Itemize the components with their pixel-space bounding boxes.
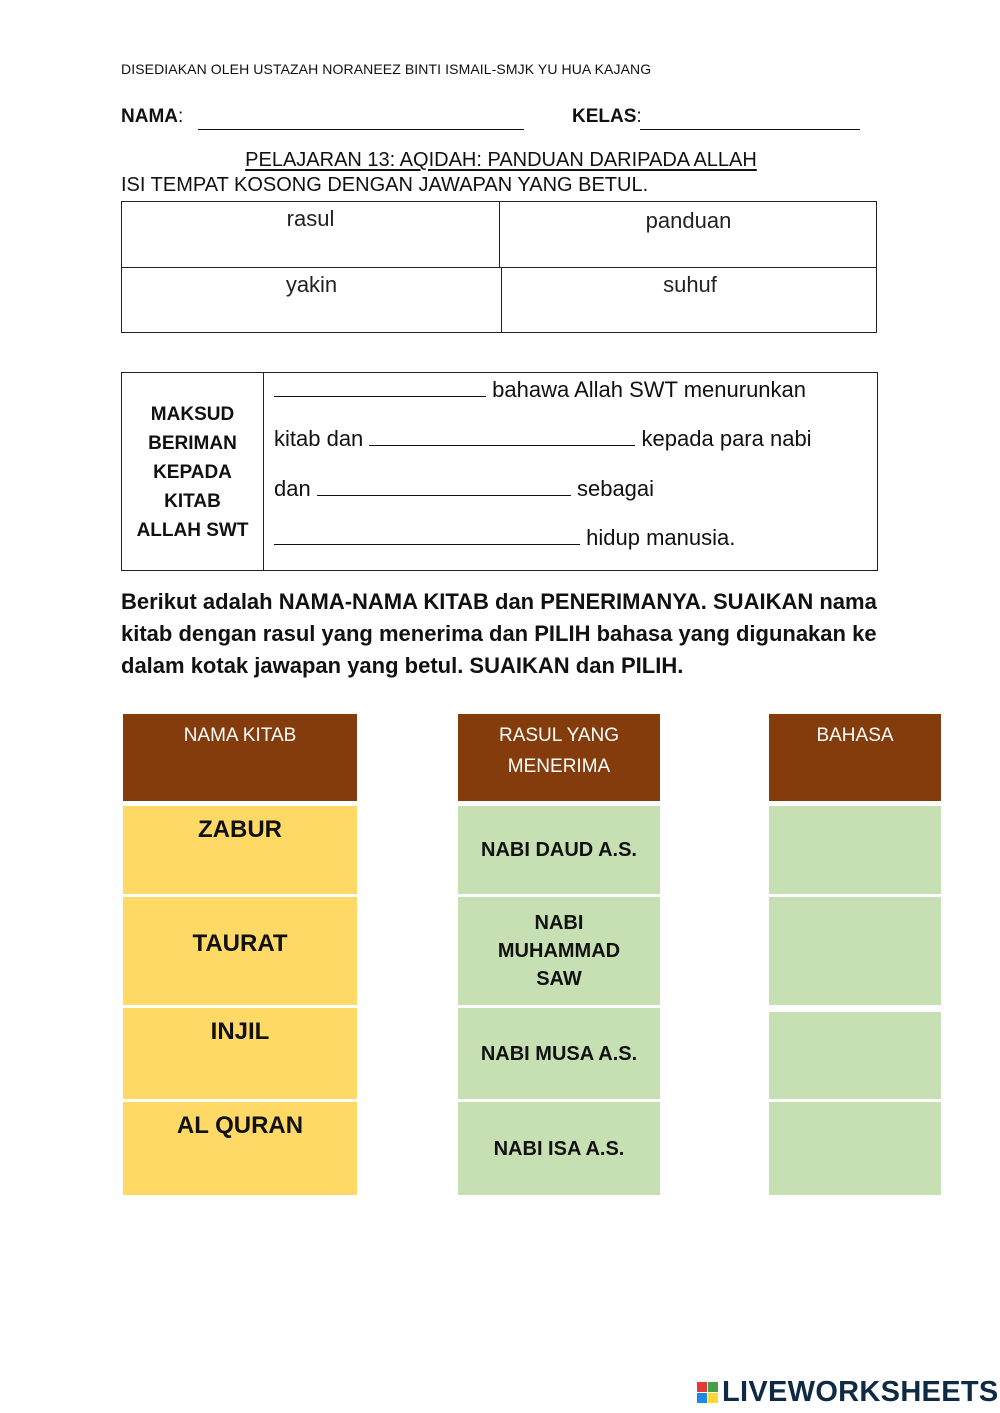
word-bank (121, 201, 877, 333)
liveworksheets-logo-icon (697, 1382, 718, 1403)
word-bank-item[interactable]: yakin (285, 272, 338, 297)
rasul-card[interactable]: NABI ISA A.S. (458, 1102, 660, 1195)
maksud-line-4: hidup manusia. (274, 525, 735, 551)
word-bank-item[interactable]: suhuf (663, 272, 717, 297)
nama-input-line[interactable] (198, 129, 524, 130)
maksud-line-3: dan sebagai (274, 476, 655, 501)
blank-3[interactable] (317, 477, 571, 496)
prepared-by-note: DISEDIAKAN OLEH USTAZAH NORANEEZ BINTI ISMAIL-SMJK YU HUA KAJANG (121, 61, 652, 77)
word-bank-item[interactable]: rasul (286, 206, 335, 231)
rasul-card[interactable]: NABI MUSA A.S. (458, 1008, 660, 1099)
blank-1[interactable] (274, 378, 486, 397)
maksud-line-1: bahawa Allah SWT menurunkan (274, 377, 806, 403)
nama-label: NAMA: (121, 106, 184, 127)
bahasa-answer-box[interactable] (769, 1012, 941, 1099)
maksud-beriman-table (121, 372, 878, 571)
blank-4[interactable] (274, 526, 580, 545)
kitab-card[interactable]: AL QURAN (123, 1102, 357, 1195)
kitab-card[interactable]: ZABUR (123, 806, 357, 894)
rasul-card[interactable]: NABI DAUD A.S. (458, 806, 660, 894)
kelas-input-line[interactable] (640, 129, 860, 130)
kitab-column-header: NAMA KITAB (123, 714, 357, 801)
bahasa-answer-box[interactable] (769, 897, 941, 1005)
bahasa-answer-box[interactable] (769, 1102, 941, 1195)
word-bank-item[interactable]: panduan (645, 208, 732, 233)
kitab-card[interactable]: TAURAT (123, 897, 357, 1005)
maksud-line-2: kitab dan kepada para nabi (274, 426, 812, 451)
lesson-title: PELAJARAN 13: AQIDAH: PANDUAN DARIPADA ALLAH (245, 149, 757, 171)
bahasa-column-header: BAHASA (769, 714, 941, 801)
kitab-card[interactable]: INJIL (123, 1008, 357, 1099)
rasul-column-header: RASUL YANG MENERIMA (458, 714, 660, 801)
bahasa-answer-box[interactable] (769, 806, 941, 894)
blank-2[interactable] (369, 427, 635, 446)
fill-in-instruction: ISI TEMPAT KOSONG DENGAN JAWAPAN YANG BETUL. (121, 174, 649, 196)
matching-task-instruction: Berikut adalah NAMA-NAMA KITAB dan PENERIMANYA. SUAIKAN nama kitab dengan rasul yang menerima dan PILIH bahasa yang digunakan ke dalam kotak jawapan yang betul. SUAIKAN dan PILIH. (121, 589, 877, 678)
kelas-label: KELAS: (572, 106, 642, 127)
maksud-label: MAKSUD BERIMAN KEPADA KITAB ALLAH SWT (136, 404, 249, 541)
liveworksheets-logo: LIVEWORKSHEETS (697, 1376, 999, 1409)
rasul-card[interactable]: NABI MUHAMMAD SAW (458, 897, 660, 1005)
